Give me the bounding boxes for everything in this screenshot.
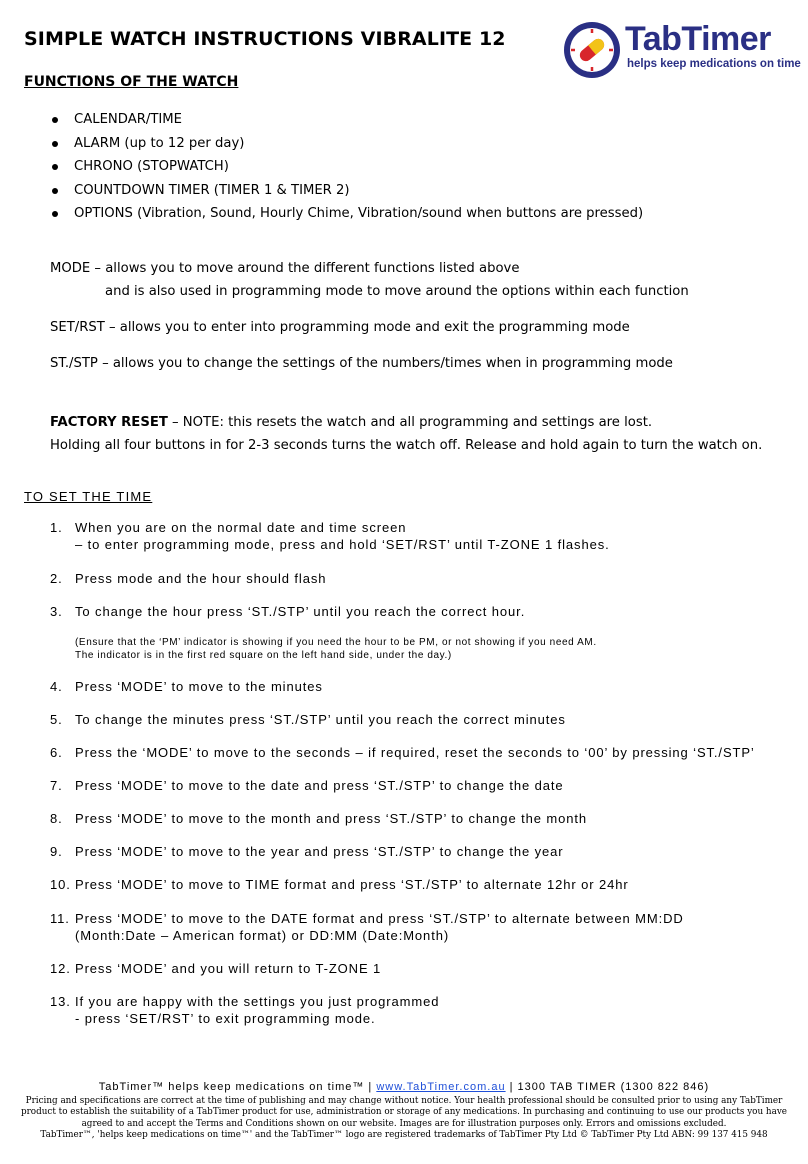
step-5: 5. To change the minutes press ‘ST./STP’ until you reach the correct minutes — [50, 712, 566, 727]
list-item: CALENDAR/TIME — [50, 108, 643, 132]
step-13: 13. If you are happy with the settings you just programmed - press ‘SET/RST’ to exit programming mode. — [50, 994, 440, 1026]
step-3: 3. To change the hour press ‘ST./STP’ until you reach the correct hour. — [50, 604, 526, 619]
step-8: 8. Press ‘MODE’ to move to the month and press ‘ST./STP’ to change the month — [50, 811, 587, 826]
footer-disclaimer-3: agreed to and accept the Terms and Conditions shown on our website. Images are for illustration purposes only. Errors and omissions excluded. — [81, 1118, 727, 1129]
mode-description: MODE – allows you to move around the different functions listed above — [50, 261, 520, 276]
step-7: 7. Press ‘MODE’ to move to the date and press ‘ST./STP’ to change the date — [50, 778, 564, 793]
footer-contact: TabTimer™ helps keep medications on time™ | www.TabTimer.com.au | 1300 TAB TIMER (1300 822 846) — [98, 1081, 710, 1093]
step-6: 6. Press the ‘MODE’ to move to the seconds – if required, reset the seconds to ‘00’ by pressing ‘ST./STP’ — [50, 745, 755, 760]
functions-list — [50, 108, 643, 226]
step-11: 11. Press ‘MODE’ to move to the DATE format and press ‘ST./STP’ to alternate between MM:DD (Month:Date – American format) or DD:MM (Date:Month) — [50, 911, 684, 943]
functions-heading: FUNCTIONS OF THE WATCH — [24, 74, 239, 90]
mode-description-continued: and is also used in programming mode to move around the options within each function — [105, 284, 689, 299]
footer-disclaimer-2: product to establish the suitability of a TabTimer product for use, administration or storage of any medications. In purchasing and continuing to use our products you have — [20, 1107, 788, 1117]
list-item: CHRONO (STOPWATCH) — [50, 155, 643, 179]
factory-reset-label: FACTORY RESET — [50, 415, 168, 430]
step-3-note-line1: (Ensure that the ‘PM’ indicator is showing if you need the hour to be PM, or not showing if you need AM. — [75, 637, 597, 648]
factory-reset-text: – NOTE: this resets the watch and all programming and settings are lost. — [167, 415, 653, 430]
step-9: 9. Press ‘MODE’ to move to the year and press ‘ST./STP’ to change the year — [50, 844, 564, 859]
footer — [0, 1082, 808, 1142]
step-2: 2. Press mode and the hour should flash — [50, 571, 327, 586]
step-4: 4. Press ‘MODE’ to move to the minutes — [50, 679, 323, 694]
ststp-description: ST./STP – allows you to change the settings of the numbers/times when in programming mode — [50, 356, 673, 371]
step-10: 10. Press ‘MODE’ to move to TIME format and press ‘ST./STP’ to alternate 12hr or 24hr — [50, 877, 629, 892]
website-link[interactable]: www.TabTimer.com.au — [376, 1081, 506, 1093]
step-3-note-line2: The indicator is in the first red square on the left hand side, under the day.) — [75, 650, 452, 661]
clock-pill-icon — [562, 20, 622, 80]
footer-disclaimer-4: TabTimer™, 'helps keep medications on time™' and the TabTimer™ logo are registered trademarks of TabTimer Pty Ltd © TabTimer Pty Ltd ABN: 99 137 415 948 — [40, 1130, 768, 1140]
set-time-heading: TO SET THE TIME — [24, 489, 153, 504]
step-1: 1. When you are on the normal date and time screen – to enter programming mode, press and hold ‘SET/RST’ until T-ZONE 1 flashes. — [50, 520, 610, 552]
setrst-description: SET/RST – allows you to enter into programming mode and exit the programming mode — [50, 320, 630, 335]
factory-reset-instructions: Holding all four buttons in for 2-3 seconds turns the watch off. Release and hold again to turn the watch on. — [50, 438, 763, 453]
footer-disclaimer-1: Pricing and specifications are correct at the time of publishing and may change without notice. Your health professional should be consulted prior to using any TabTimer — [25, 1095, 783, 1106]
logo-tagline: helps keep medications on time — [627, 58, 801, 70]
list-item: COUNTDOWN TIMER (TIMER 1 & TIMER 2) — [50, 179, 643, 203]
factory-reset-note — [50, 415, 652, 430]
step-12: 12. Press ‘MODE’ and you will return to T-ZONE 1 — [50, 961, 382, 976]
list-item: OPTIONS (Vibration, Sound, Hourly Chime, Vibration/sound when buttons are pressed) — [50, 202, 643, 226]
page-title: SIMPLE WATCH INSTRUCTIONS VIBRALITE 12 — [24, 28, 506, 50]
logo-wordmark: TabTimer — [625, 20, 771, 58]
list-item: ALARM (up to 12 per day) — [50, 132, 643, 156]
tabtimer-logo — [562, 20, 801, 80]
